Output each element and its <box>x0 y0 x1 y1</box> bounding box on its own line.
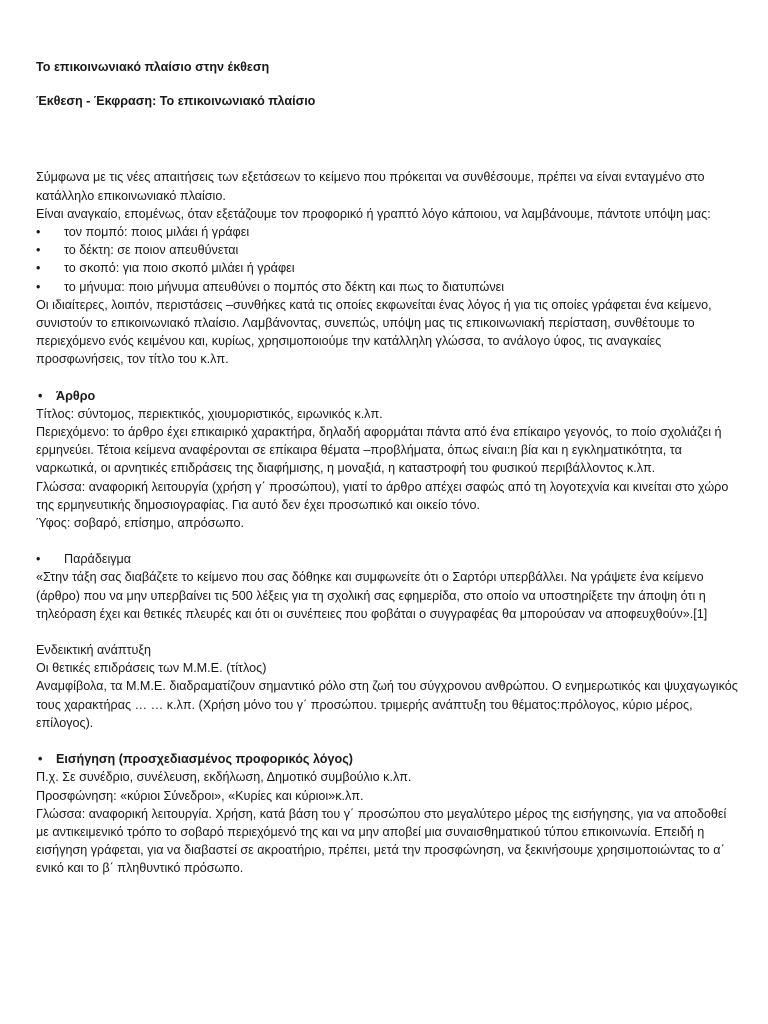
document-title: Το επικοινωνιακό πλαίσιο στην έκθεση <box>36 60 270 74</box>
article-style-line: Ύφος: σοβαρό, επίσημο, απρόσωπο. <box>36 516 245 531</box>
development-subtitle: Οι θετικές επιδράσεις των Μ.Μ.Ε. (τίτλος) <box>36 661 267 676</box>
list-item: • τον πομπό: ποιος μιλάει ή γράφει <box>36 223 738 241</box>
article-content-line: Περιεχόμενο: το άρθρο έχει επικαιρικό χαρακτήρα, δηλαδή αφορμάται πάντα από ένα επίκαιρο γεγονός, το ποίο σχολιάζει ή ερμηνεύει. Τέτοια κείμενα αναφέρονται σε επίκαιρα θέματα –προβλήματα, όπως είναι:η βία και η εγκληματικότητα, τα ναρκωτικά, οι αρνητικές επιδράσεις της διαφήμισης, η μοναξιά, η καταστροφή του φυσικού περιβάλλοντος κ.λπ. <box>36 425 722 476</box>
bullet: • <box>36 261 41 276</box>
example-text: «Στην τάξη σας διαβάζετε το κείμενο που σας δόθηκε και συμφωνείτε ότι ο Σαρτόρι υπερβάλλει. Να γράψετε ένα κείμενο (άρθρο) που να μην υπερβαίνει τις 500 λέξεις για τη σχολική σας εφημερίδα, στο οποίο να υποστηρίξετε την άποψη ότι η τηλεόραση έχει και θετικές πλευρές και ότι οι συνέπειες που φοβάται ο συγγραφέας θα μπορούσαν να αποφευχθούν».[1] <box>36 570 708 621</box>
intro-paragraph-1: Σύμφωνα με τις νέες απαιτήσεις των εξετάσεων το κείμενο που πρόκειται να συνθέσουμε, πρέπει να είναι ενταγμένο στο κατάλληλο επικοινωνιακό πλαίσιο. <box>36 170 705 203</box>
section-heading-example: • Παράδειγμα <box>36 552 132 567</box>
intro-paragraph-2: Είναι αναγκαίο, επομένως, όταν εξετάζουμε τον προφορικό ή γραπτό λόγο κάποιου, να λαμβάνουμε, πάντοτε υπόψη μας: <box>36 206 711 221</box>
communication-elements-list <box>36 223 738 296</box>
article-title-line: Τίτλος: σύντομος, περιεκτικός, χιουμοριστικός, ειρωνικός κ.λπ. <box>36 406 383 421</box>
intro-conclusion: Οι ιδιαίτερες, λοιπόν, περιστάσεις –συνθήκες κατά τις οποίες εκφωνείται ένας λόγος ή για τις οποίες γράφεται ένα κείμενο, συνιστούν το επικοινωνιακό πλαίσιο. Λαμβάνοντας, συνεπώς, υπόψη μας τις επικοινωνιακή περίσταση, συνθέτουμε το περιεχόμενο ενός κειμένου και, κυρίως, χρησιμοποιούμε την κατάλληλη γλώσσα, το ανάλογο ύφος, τις αναγκαίες προσφωνήσεις, τον τίτλο του κ.λπ. <box>36 297 712 367</box>
development-text: Αναμφίβολα, τα Μ.Μ.Ε. διαδραματίζουν σημαντικό ρόλο στη ζωή του σύγχρονου ανθρώπου. Ο ενημερωτικός και ψυχαγωγικός τους χαρακτήρας … … κ.λπ. (Χρήση μόνο του γ΄ προσώπου. τριμερής ανάπτυξη του θέματος:πρόλογος, κύριο μέρος, επίλογος). <box>36 679 738 730</box>
speech-example-line: Π.χ. Σε συνέδριο, συνέλευση, εκδήλωση, Δημοτικό συμβούλιο κ.λπ. <box>36 770 412 785</box>
section-heading-article: • Άρθρο <box>38 388 96 403</box>
development-heading: Ενδεικτική ανάπτυξη <box>36 643 152 658</box>
list-item: • το δέκτη: σε ποιον απευθύνεται <box>36 241 738 259</box>
speech-address-line: Προσφώνηση: «κύριοι Σύνεδροι», «Κυρίες και κύριοι»κ.λπ. <box>36 788 364 803</box>
bullet: • <box>36 225 41 240</box>
bullet: • <box>36 243 41 258</box>
bullet: • <box>36 279 41 294</box>
document-subtitle: Έκθεση - Έκφραση: Το επικοινωνιακό πλαίσιο <box>36 94 316 109</box>
list-item: • το μήνυμα: ποιο μήνυμα απευθύνει ο πομπός στο δέκτη και πως το διατυπώνει <box>36 278 738 296</box>
article-language-line: Γλώσσα: αναφορική λειτουργία (χρήση γ΄ προσώπου), γιατί το άρθρο απέχει σαφώς από τη λογοτεχνία και κινείται στο χώρο της ερμηνευτικής δημοσιογραφίας. Για αυτό δεν έχει προσωπικό και οικείο τόνο. <box>36 479 729 512</box>
section-heading-speech: • Εισήγηση (προσχεδιασμένος προφορικός λόγος) <box>38 752 353 767</box>
spacer <box>36 110 738 168</box>
speech-language-line: Γλώσσα: αναφορική λειτουργία. Χρήση, κατά βάση του γ΄ προσώπου στο μεγαλύτερο μέρος της εισήγησης, για να αποδοθεί με αντικειμενικό τρόπο το σοβαρό περιεχόμενό της και να μην αποβεί μια συναισθηματικού τύπου επικοινωνία. Επειδή η εισήγηση γράφεται, για να διαβαστεί σε ακροατήριο, πρέπει, μετά την προσφώνηση, να ξεκινήσουμε χρησιμοποιώντας το α΄ ενικό και το β΄ πληθυντικό πρόσωπο. <box>36 806 727 876</box>
list-item: • το σκοπό: για ποιο σκοπό μιλάει ή γράφει <box>36 259 738 277</box>
